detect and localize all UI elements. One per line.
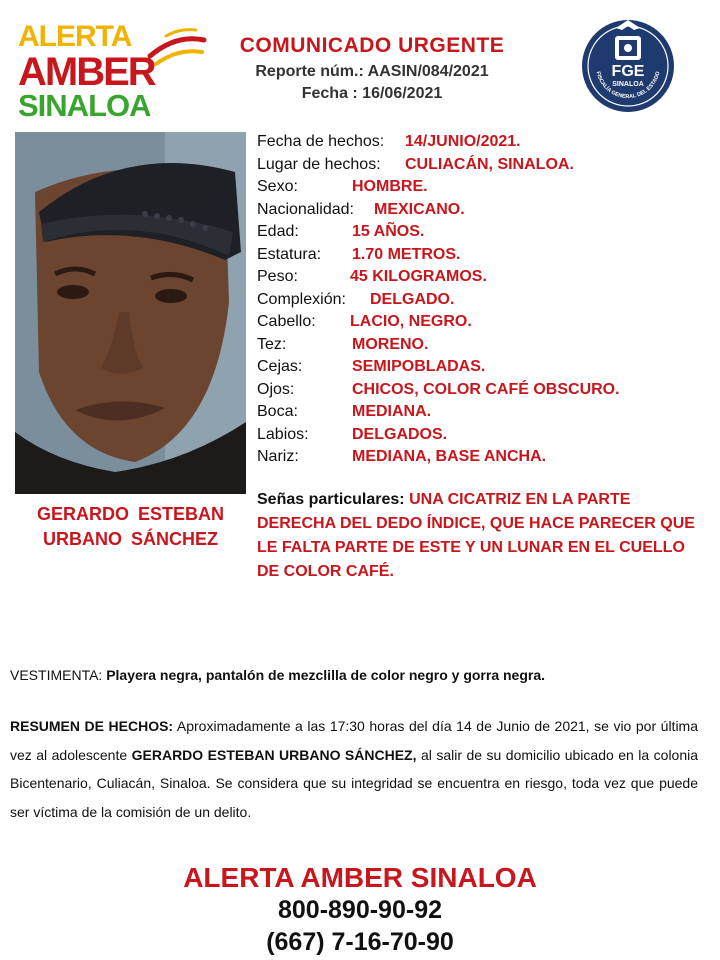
- detail-value: DELGADOS.: [352, 425, 448, 443]
- detail-label: Nariz:: [257, 448, 299, 465]
- report-number: Reporte núm.: AASIN/084/2021: [255, 63, 489, 80]
- detail-row: [257, 289, 455, 311]
- detail-label: Cabello:: [257, 313, 316, 330]
- logo-word-amber: AMBER: [18, 50, 155, 94]
- detail-row: [257, 424, 448, 446]
- footer-title: ALERTA AMBER SINALOA: [183, 862, 537, 893]
- detail-value: CHICOS, COLOR CAFÉ OBSCURO.: [352, 380, 620, 398]
- detail-label: Edad:: [257, 223, 299, 240]
- person-name: [15, 502, 246, 552]
- signal-swoosh-icon: [146, 26, 208, 70]
- footer-phone-local: (667) 7-16-70-90: [266, 928, 454, 956]
- detail-row: [257, 401, 432, 423]
- detail-row: [257, 334, 429, 356]
- seal-sub-text: SINALOA: [612, 81, 644, 88]
- bulletin-date: Fecha : 16/06/2021: [301, 85, 443, 102]
- detail-label: Estatura:: [257, 245, 322, 263]
- detail-row: [257, 446, 547, 468]
- detail-value: 1.70 METROS.: [352, 245, 461, 263]
- incident-summary-text-2: al salir de su domicilio ubicado en la colonia Bicentenario, Culiacán, Sinaloa. Se considera que su integridad se encuentra en riesgo, toda vez que puede ser víctima de la comisión de un delito.: [10, 746, 699, 820]
- footer-phone-tollfree: 800-890-90-92: [277, 896, 442, 924]
- clothing-value: Playera negra, pantalón de mezclilla de color negro y gorra negra.: [106, 667, 546, 683]
- detail-label: Labios:: [257, 425, 309, 443]
- detail-label: Complexión:: [257, 290, 346, 308]
- detail-label: Lugar de hechos:: [257, 155, 381, 173]
- detail-value: MEDIANA.: [352, 403, 432, 420]
- alerta-amber-logo: [18, 22, 208, 122]
- detail-row: [257, 221, 425, 243]
- distinguishing-marks: [257, 488, 702, 584]
- detail-value: 15 AÑOS.: [352, 223, 425, 240]
- logo-word-alerta: ALERTA: [18, 20, 132, 53]
- detail-label: Boca:: [257, 403, 298, 420]
- detail-label: Nacionalidad:: [257, 200, 354, 218]
- detail-value: CULIACÁN, SINALOA.: [405, 155, 574, 173]
- detail-row: [257, 176, 428, 198]
- seal-ring-text: FISCALÍA GENERAL DEL ESTADO: [594, 70, 662, 101]
- clothing-label: VESTIMENTA:: [10, 667, 103, 683]
- detail-label: Cejas:: [257, 358, 303, 375]
- logo-word-sinaloa: SINALOA: [18, 88, 151, 123]
- detail-row: [257, 266, 487, 288]
- detail-value: SEMIPOBLADAS.: [352, 358, 486, 375]
- fge-sinaloa-seal: [578, 14, 678, 114]
- detail-value: MORENO.: [352, 335, 429, 353]
- seal-main-text: FGE: [611, 63, 645, 80]
- detail-value: MEDIANA, BASE ANCHA.: [352, 448, 547, 465]
- distinguishing-marks-value: UNA CICATRIZ EN LA PARTE DERECHA DEL DEDO ÍNDICE, QUE HACE PARECER QUE LE FALTA PARTE DE ESTE Y UN LUNAR EN EL CUELLO DE COLOR CAFÉ.: [257, 491, 695, 580]
- detail-label: Fecha de hechos:: [257, 133, 385, 150]
- incident-summary-label: RESUMEN DE HECHOS:: [10, 718, 174, 734]
- detail-row: [257, 379, 620, 401]
- detail-value: 14/JUNIO/2021.: [405, 133, 521, 150]
- clothing: [10, 667, 710, 683]
- detail-value: DELGADO.: [370, 290, 455, 308]
- detail-value: MEXICANO.: [374, 200, 465, 218]
- detail-value: LACIO, NEGRO.: [350, 313, 472, 330]
- detail-label: Sexo:: [257, 178, 298, 195]
- detail-row: [257, 244, 461, 266]
- detail-label: Ojos:: [257, 380, 295, 398]
- detail-row: [257, 131, 521, 153]
- detail-row: [257, 311, 472, 333]
- detail-value: 45 KILOGRAMOS.: [350, 268, 487, 285]
- bulletin-title: COMUNICADO URGENTE: [239, 34, 505, 57]
- detail-label: Peso:: [257, 268, 298, 285]
- detail-label: Tez:: [257, 335, 287, 353]
- detail-row: [257, 356, 486, 378]
- person-photo: [15, 132, 246, 494]
- incident-summary-name: GERARDO ESTEBAN URBANO SÁNCHEZ,: [131, 746, 417, 763]
- incident-summary-text-1: Aproximadamente a las 17:30 horas del día 14 de Junio de 2021, se vio por última vez al adolescente: [10, 718, 699, 763]
- detail-row: [257, 199, 465, 221]
- person-name-line2: URBANO SÁNCHEZ: [43, 529, 218, 549]
- detail-row: [257, 154, 574, 176]
- person-name-line1: GERARDO ESTEBAN: [36, 504, 224, 524]
- detail-value: HOMBRE.: [352, 178, 428, 195]
- incident-summary: [10, 712, 698, 826]
- distinguishing-marks-label: Señas particulares:: [257, 491, 405, 508]
